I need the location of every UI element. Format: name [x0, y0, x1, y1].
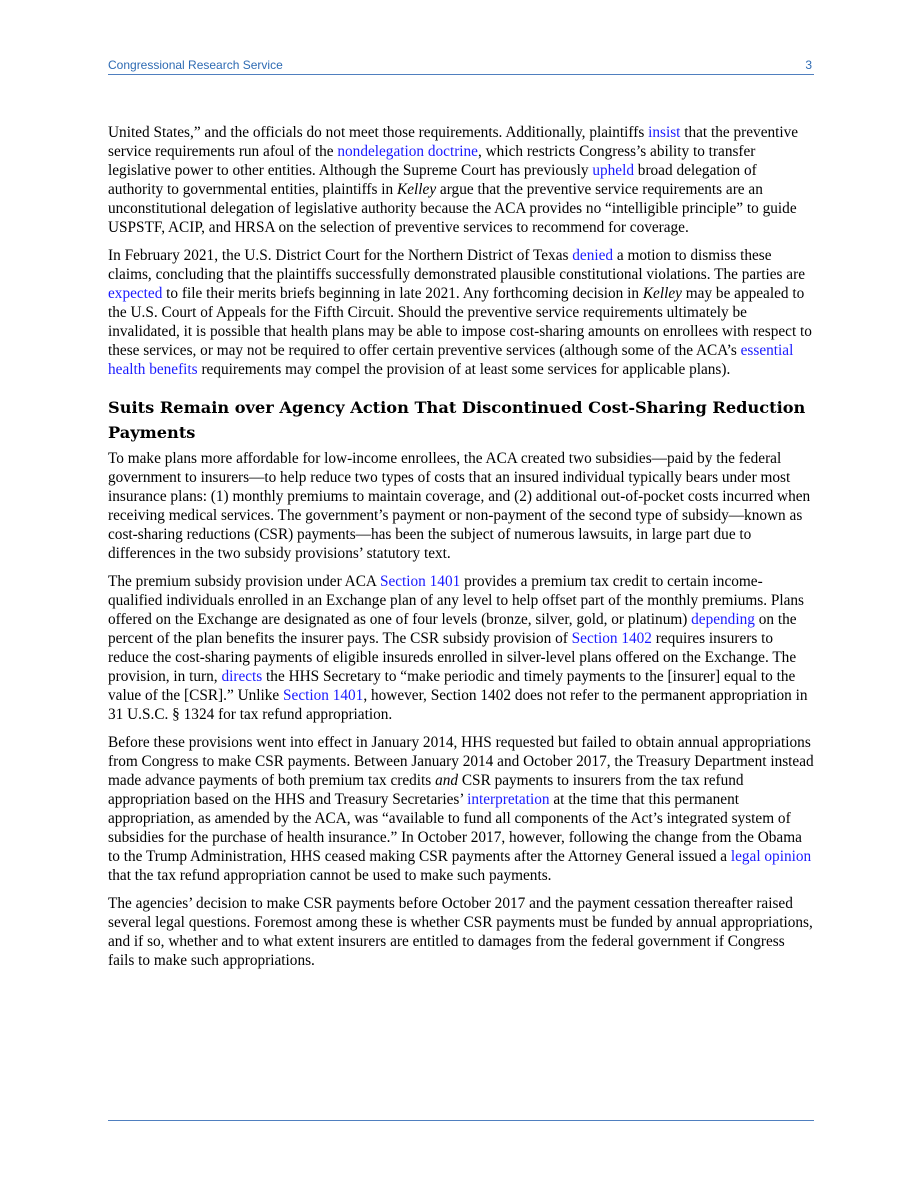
text: requires insurers to reduce the cost-sharing payments of eligible insureds enrolled in silver-level plans offered on the Exchange. The provision, in turn, [108, 630, 797, 685]
text: United States,” and the officials do not meet those requirements. Additionally, plaintiffs [108, 124, 649, 141]
link-legal-opinion[interactable]: legal opinion [730, 848, 812, 865]
paragraph-nondelegation [108, 123, 814, 237]
link-depending[interactable]: depending [691, 611, 755, 628]
link-denied[interactable]: denied [572, 247, 614, 264]
link-section-1402[interactable]: Section 1402 [571, 630, 652, 647]
text: the HHS Secretary to “make periodic and timely payments to the [insurer] equal to the value of the [CSR].” Unlike [108, 668, 796, 704]
paragraph-csr-history [108, 733, 814, 885]
emphasis: and [435, 772, 459, 789]
link-expected[interactable]: expected [108, 285, 163, 302]
text: that the preventive service requirements run afoul of the [108, 124, 799, 160]
text: The premium subsidy provision under ACA [108, 573, 380, 590]
text: that the tax refund appropriation cannot be used to make such payments. [108, 867, 552, 884]
link-interpretation[interactable]: interpretation [467, 791, 550, 808]
text: To make plans more affordable for low-income enrollees, the ACA created two subsidies—paid by the federal government to insurers—to help reduce two types of costs that an insured individual typically bears under most insurance plans: (1) monthly premiums to maintain coverage, and (2) additional out-of-pocket costs incurred when receiving medical services. The government’s payment or non-payment of the second type of subsidy—known as cost-sharing reductions (CSR) payments—has been the subject of numerous lawsuits, in large part due to differences in the two subsidy provisions’ statutory text. [108, 450, 811, 562]
text: at the time that this permanent appropriation, as amended by the ACA, was “available to fund all components of the Act’s integrated system of subsidies for the purchase of health insurance.” In October 2017, however, following the change from the Obama to the Trump Administration, HHS ceased making CSR payments after the Attorney General issued a [108, 791, 802, 865]
header-org-name: Congressional Research Service [108, 58, 283, 72]
text: The agencies’ decision to make CSR payments before October 2017 and the payment cessation thereafter raised several legal questions. Foremost among these is whether CSR payments must be funded by annual appropriations, and if so, whether and to what extent insurers are entitled to damages from the federal government if Congress fails to make such appropriations. [108, 895, 813, 969]
text: CSR payments to insurers from the tax refund appropriation based on the HHS and Treasury Secretaries’ [108, 772, 744, 808]
paragraph-subsidies [108, 449, 814, 563]
text: argue that the preventive service requirements are an unconstitutional delegation of legislative authority because the ACA provides no “intelligible principle” to guide USPSTF, ACIP, and HRSA on the selection of preventive services to recommend for coverage. [108, 181, 797, 236]
page-number: 3 [805, 58, 812, 72]
text: , which restricts Congress’s ability to transfer legislative power to other entities. Although the Supreme Court has previously [108, 143, 756, 179]
link-section-1401-second[interactable]: Section 1401 [283, 687, 364, 704]
link-upheld[interactable]: upheld [592, 162, 634, 179]
section-heading: Suits Remain over Agency Action That Discontinued Cost-Sharing Reduction Payments [108, 398, 806, 442]
link-insist[interactable]: insist [648, 124, 681, 141]
text: on the percent of the plan benefits the insurer pays. The CSR subsidy provision of [108, 611, 797, 647]
document-body [108, 123, 814, 979]
link-directs[interactable]: directs [221, 668, 263, 685]
paragraph-legal-questions [108, 894, 814, 970]
link-nondelegation-doctrine[interactable]: nondelegation doctrine [337, 143, 478, 160]
text: a motion to dismiss these claims, concluding that the plaintiffs successfully demonstrated plausible constitutional violations. The parties are [108, 247, 805, 283]
text: In February 2021, the U.S. District Court for the Northern District of Texas [108, 247, 573, 264]
text: to file their merits briefs beginning in late 2021. Any forthcoming decision in [162, 285, 643, 302]
paragraph-section-1401-1402 [108, 572, 814, 724]
text: may be appealed to the U.S. Court of Appeals for the Fifth Circuit. Should the preventive service requirements ultimately be invalidated, it is possible that health plans may be able to impose cost-sharing amounts on enrollees with respect to these services, or may not be required to offer certain preventive services (although some of the ACA’s [108, 285, 812, 359]
text: Before these provisions went into effect in January 2014, HHS requested but failed to obtain annual appropriations from Congress to make CSR payments. Between January 2014 and October 2017, the Treasury Department instead made advance payments of both premium tax credits [108, 734, 814, 789]
text: provides a premium tax credit to certain income-qualified individuals enrolled in an Exchange plan of any level to help offset part of the monthly premiums. Plans offered on the Exchange are designated as one of four levels (bronze, silver, gold, or platinum) [108, 573, 804, 628]
text: , however, Section 1402 does not refer to the permanent appropriation in 31 U.S.C. § 1324 for tax refund appropriation. [108, 687, 808, 723]
footer-divider [108, 1120, 814, 1121]
text: broad delegation of authority to governmental entities, plaintiffs in [108, 162, 757, 198]
link-section-1401[interactable]: Section 1401 [379, 573, 461, 590]
paragraph-district-court [108, 246, 814, 379]
case-name: Kelley [642, 285, 682, 302]
page-header [108, 58, 814, 75]
case-name: Kelley [397, 181, 437, 198]
text: requirements may compel the provision of at least some services for applicable plans). [197, 361, 731, 378]
link-essential-health-benefits[interactable]: essential health benefits [108, 342, 794, 378]
